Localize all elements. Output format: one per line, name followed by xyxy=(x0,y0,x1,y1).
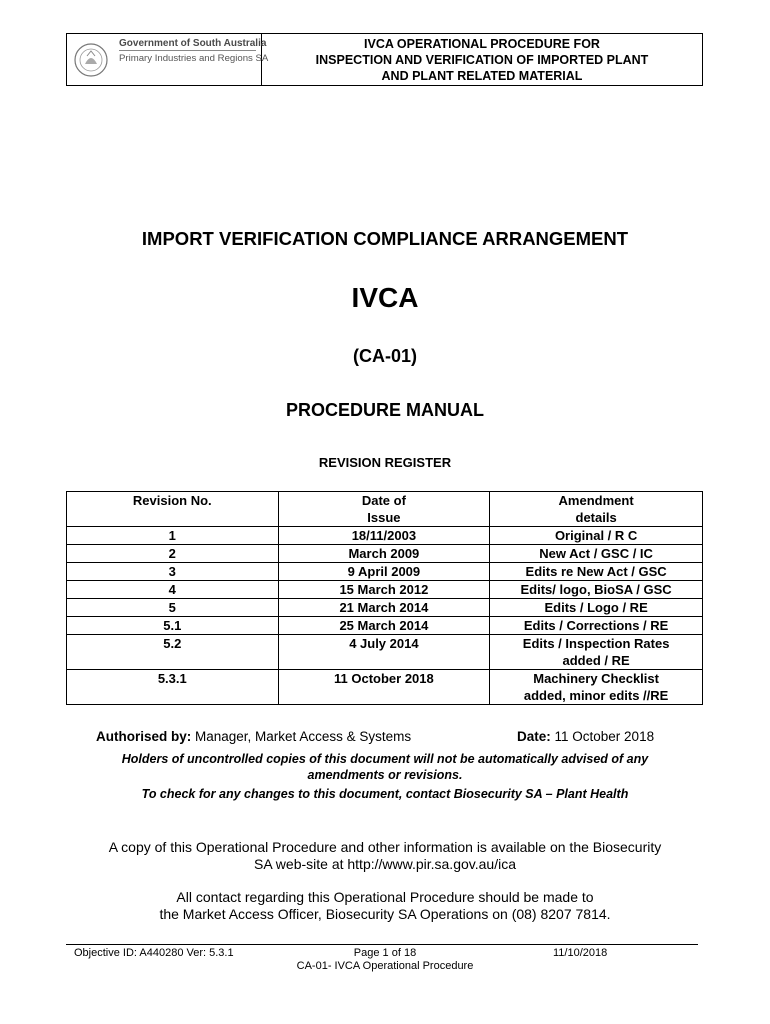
document-title xyxy=(262,36,702,84)
manual-title: PROCEDURE MANUAL xyxy=(286,400,484,420)
table-row: 2 March 2009 New Act / GSC / IC xyxy=(67,545,703,563)
acronym-title: IVCA xyxy=(351,282,419,313)
register-title: REVISION REGISTER xyxy=(318,455,452,470)
code-title: (CA-01) xyxy=(352,346,417,366)
uncontrolled-copy-notice: Holders of uncontrolled copies of this document will not be automatically advised of any amendments or revisions. xyxy=(121,752,649,782)
check-changes-notice: To check for any changes to this document, contact Biosecurity SA – Plant Health xyxy=(141,787,629,801)
coat-of-arms-icon xyxy=(73,42,109,78)
authorised-by: Authorised by: Manager, Market Access & Systems xyxy=(96,729,412,744)
col-date-of-issue: Date of Issue xyxy=(278,492,490,527)
document-header xyxy=(66,33,703,86)
table-row: 5.2 4 July 2014 Edits / Inspection Rates added / RE xyxy=(67,635,703,670)
footer-date: 11/10/2018 xyxy=(553,947,608,959)
table-row: 4 15 March 2012 Edits/ logo, BioSA / GSC xyxy=(67,581,703,599)
doc-title-line-1: IVCA OPERATIONAL PROCEDURE FOR xyxy=(364,37,600,51)
footer-divider xyxy=(66,944,698,945)
col-amendment-details: Amendment details xyxy=(490,492,703,527)
doc-title-line-2: INSPECTION AND VERIFICATION OF IMPORTED PLANT xyxy=(315,53,649,67)
col-revision-no: Revision No. xyxy=(67,492,279,527)
arrangement-title: IMPORT VERIFICATION COMPLIANCE ARRANGEMENT xyxy=(141,228,629,249)
footer-page-info xyxy=(274,947,496,973)
doc-reference: CA-01- IVCA Operational Procedure xyxy=(296,960,474,972)
table-row: 5.3.1 11 October 2018 Machinery Checklist added, minor edits //RE xyxy=(67,670,703,705)
table-header-row xyxy=(67,492,703,527)
footer-objective-id: Objective ID: A440280 Ver: 5.3.1 xyxy=(74,947,234,959)
org-divider xyxy=(119,50,256,51)
org-department: Primary Industries and Regions SA xyxy=(119,53,269,64)
org-logo-block xyxy=(67,34,269,85)
table-row: 5 21 March 2014 Edits / Logo / RE xyxy=(67,599,703,617)
table-row: 5.1 25 March 2014 Edits / Corrections / RE xyxy=(67,617,703,635)
revision-table xyxy=(66,491,703,705)
org-name: Government of South Australia xyxy=(119,38,267,49)
doc-title-line-3: AND PLANT RELATED MATERIAL xyxy=(381,69,583,83)
contact-text: All contact regarding this Operational Procedure should be made to the Market Access Officer, Biosecurity SA Operations on (08) 8207 7814. xyxy=(159,889,611,922)
authorised-date: Date: 11 October 2018 xyxy=(517,729,655,744)
table-row: 3 9 April 2009 Edits re New Act / GSC xyxy=(67,563,703,581)
table-row: 1 18/11/2003 Original / R C xyxy=(67,527,703,545)
page-number: Page 1 of 18 xyxy=(353,947,417,959)
copy-availability-text: A copy of this Operational Procedure and other information is available on the Biosecurity SA web-site at http://www.pir.sa.gov.au/ica xyxy=(108,839,662,872)
